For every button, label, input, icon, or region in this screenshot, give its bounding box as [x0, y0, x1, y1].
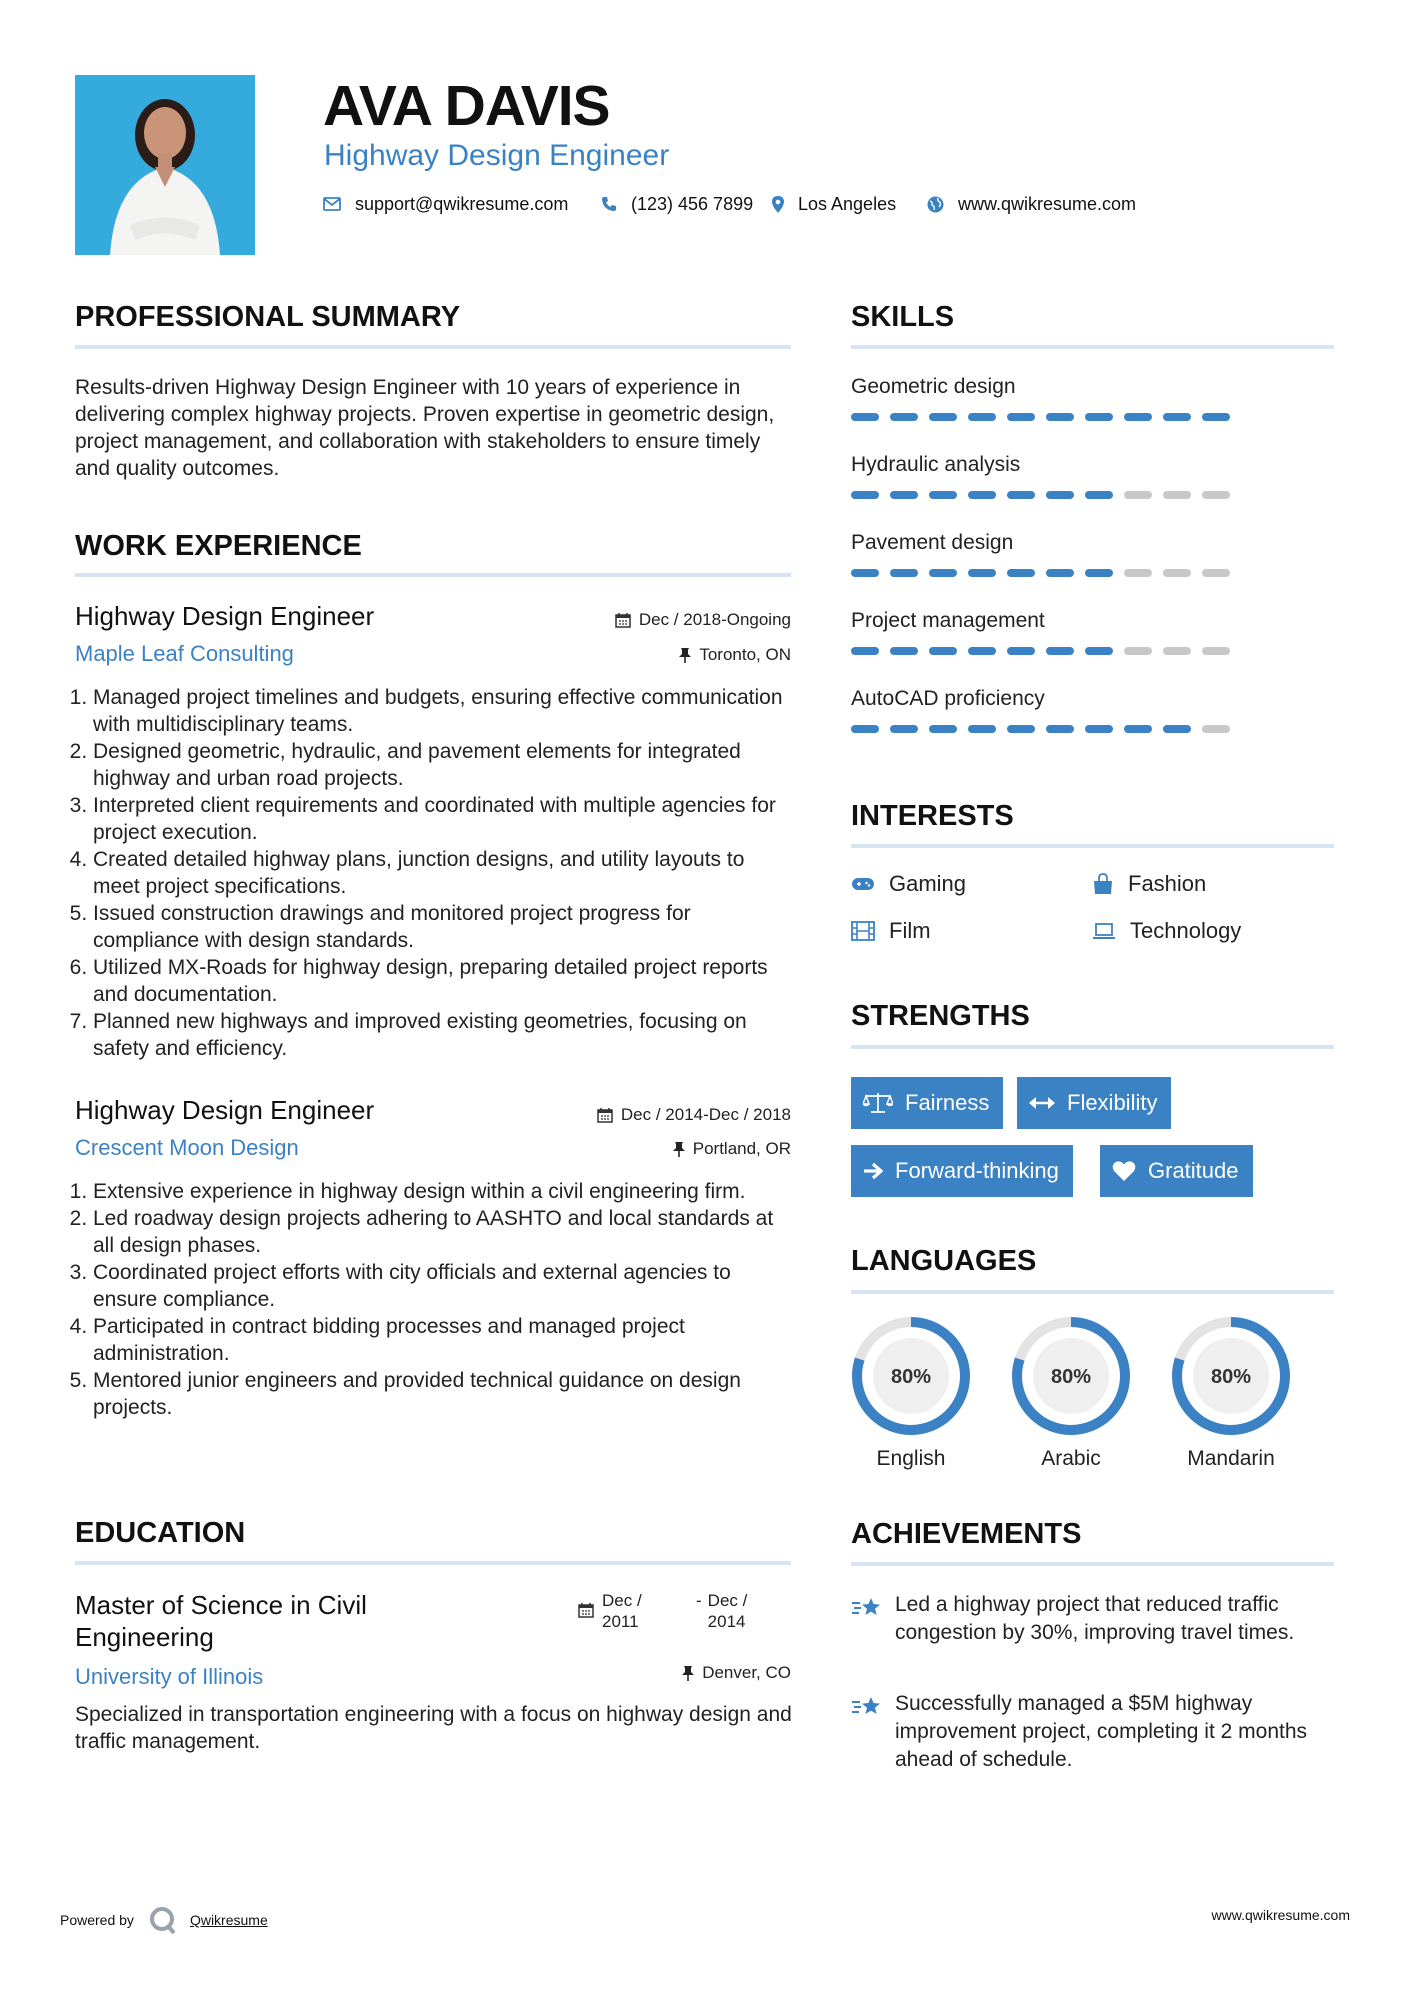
interest-gaming: Gaming: [851, 870, 966, 898]
skill-level-segment: [851, 491, 879, 499]
profile-photo: [75, 75, 255, 255]
contact-phone[interactable]: [601, 192, 753, 216]
contact-location: [772, 192, 896, 216]
languages-list: [850, 1315, 1292, 1472]
arrow-right-icon: [863, 1162, 883, 1180]
gamepad-icon: [851, 876, 875, 892]
skill-level-segment: [1046, 491, 1074, 499]
skill-name: AutoCAD proficiency: [851, 687, 1045, 710]
list-item: 4. Created detailed highway plans, junction designs, and utility layouts to meet project specifications.: [93, 846, 795, 900]
skill-level-segment: [1007, 569, 1035, 577]
interest-film: Film: [851, 917, 931, 945]
skill-name: Hydraulic analysis: [851, 453, 1021, 476]
school-name: University of Illinois: [75, 1664, 264, 1689]
language-percent: 80%: [890, 1366, 932, 1388]
skill-name: Pavement design: [851, 531, 1014, 554]
balance-scale-icon: [863, 1092, 893, 1114]
skill-level-segment: [1202, 647, 1230, 655]
skill-level-segment: [1124, 569, 1152, 577]
skill-level-segment: [1202, 569, 1230, 577]
list-item: 3. Coordinated project efforts with city officials and external agencies to ensure compliance.: [93, 1259, 795, 1313]
language-name: Mandarin: [1187, 1447, 1275, 1470]
arrows-horizontal-icon: [1029, 1096, 1055, 1110]
achievements-divider: [851, 1562, 1334, 1566]
job-bullets: [75, 1178, 795, 1421]
interest-fashion: Fashion: [1092, 870, 1206, 898]
skill-level-segment: [1202, 725, 1230, 733]
strength-fairness: Fairness: [851, 1077, 1003, 1129]
languages-heading: LANGUAGES: [851, 1245, 1037, 1277]
job-location: Toronto, ON: [500, 644, 791, 666]
skill-name: Geometric design: [851, 375, 1016, 398]
film-icon: [851, 921, 875, 941]
degree-title: Master of Science in Civil Engineering: [75, 1590, 367, 1652]
contact-website[interactable]: [927, 192, 1136, 216]
skill-level-segment: [1124, 491, 1152, 499]
strengths-divider: [851, 1045, 1334, 1049]
list-item: 3. Interpreted client requirements and coordinated with multiple agencies for project execution.: [93, 792, 795, 846]
pushpin-icon: [673, 1141, 685, 1157]
skill-level-bar: [851, 413, 1334, 421]
skill-level-segment: [1163, 413, 1191, 421]
job-title: Highway Design Engineer: [75, 1095, 375, 1125]
language-name: English: [876, 1447, 946, 1470]
company-name: Crescent Moon Design: [75, 1135, 299, 1160]
language-ring: [850, 1315, 972, 1437]
skill-level-segment: [1085, 569, 1113, 577]
skill-level-segment: [890, 491, 918, 499]
skill-level-segment: [1007, 725, 1035, 733]
strengths-heading: STRENGTHS: [851, 1000, 1030, 1032]
list-item: 5. Mentored junior engineers and provided technical guidance on design projects.: [93, 1367, 795, 1421]
language-name: Arabic: [1041, 1447, 1101, 1470]
skill-level-segment: [1046, 569, 1074, 577]
skill-level-segment: [1202, 413, 1230, 421]
skill-row: [851, 529, 1334, 607]
calendar-icon: [578, 1602, 594, 1618]
language-ring: [1170, 1315, 1292, 1437]
education-dates: Dec / 2011 - Dec / 2014: [578, 1590, 764, 1632]
pushpin-icon: [679, 647, 691, 663]
language-percent: 80%: [1050, 1366, 1092, 1388]
skill-name: Project management: [851, 609, 1045, 632]
education-divider: [75, 1561, 791, 1565]
skill-level-bar: [851, 569, 1334, 577]
language-ring: [1010, 1315, 1132, 1437]
skill-level-segment: [1163, 569, 1191, 577]
skill-level-segment: [851, 725, 879, 733]
experience-divider: [75, 573, 791, 577]
skill-level-segment: [1007, 491, 1035, 499]
skill-level-segment: [1163, 647, 1191, 655]
experience-heading: WORK EXPERIENCE: [75, 530, 362, 562]
skill-level-segment: [1124, 725, 1152, 733]
summary-heading: PROFESSIONAL SUMMARY: [75, 301, 461, 333]
skill-level-segment: [929, 569, 957, 577]
list-item: 6. Utilized MX-Roads for highway design, preparing detailed project reports and documentation.: [93, 954, 795, 1008]
list-item: 1. Extensive experience in highway design within a civil engineering firm.: [93, 1178, 795, 1205]
calendar-icon: [597, 1107, 613, 1123]
candidate-name: AVA DAVIS: [323, 74, 610, 138]
strength-gratitude: Gratitude: [1100, 1145, 1253, 1197]
skill-level-segment: [851, 647, 879, 655]
skill-row: [851, 607, 1334, 685]
education-description: Specialized in transportation engineering with a focus on highway design and traffic management.: [75, 1703, 792, 1753]
skill-level-segment: [851, 413, 879, 421]
skill-level-segment: [1124, 413, 1152, 421]
achievements-heading: ACHIEVEMENTS: [851, 1518, 1082, 1550]
location-text: Los Angeles: [798, 194, 897, 214]
skill-level-segment: [929, 647, 957, 655]
language-item: [1170, 1315, 1292, 1472]
languages-divider: [851, 1290, 1334, 1294]
language-item: [1010, 1315, 1132, 1472]
job-date: Dec / 2018-Ongoing: [500, 609, 791, 631]
skill-level-segment: [890, 647, 918, 655]
qwikresume-link[interactable]: Qwikresume: [189, 1912, 268, 1928]
skill-level-segment: [1163, 725, 1191, 733]
skill-level-segment: [851, 569, 879, 577]
calendar-icon: [615, 612, 631, 628]
skill-level-segment: [968, 413, 996, 421]
language-percent: 80%: [1210, 1366, 1252, 1388]
company-name: Maple Leaf Consulting: [75, 641, 294, 666]
education-end-date: Dec / 2014: [707, 1591, 748, 1631]
skill-level-segment: [1085, 491, 1113, 499]
skill-level-bar: [851, 725, 1334, 733]
map-marker-icon: [772, 196, 784, 213]
interest-technology: Technology: [1092, 917, 1241, 945]
education-location: Denver, CO: [500, 1662, 791, 1684]
skill-row: [851, 451, 1334, 529]
skill-level-segment: [1007, 647, 1035, 655]
list-item: 1. Managed project timelines and budgets, ensuring effective communication with multidisciplinary teams.: [93, 684, 795, 738]
skill-level-segment: [929, 413, 957, 421]
skill-row: [851, 373, 1334, 451]
list-item: 2. Designed geometric, hydraulic, and pavement elements for integrated highway and urban road projects.: [93, 738, 795, 792]
summary-divider: [75, 345, 791, 349]
skill-level-segment: [1085, 647, 1113, 655]
skill-level-segment: [968, 569, 996, 577]
skill-level-segment: [890, 569, 918, 577]
list-item: 2. Led roadway design projects adhering to AASHTO and local standards at all design phases.: [93, 1205, 795, 1259]
achievement-item: Led a highway project that reduced traffic congestion by 30%, improving travel times.: [851, 1591, 1341, 1647]
interests-heading: INTERESTS: [851, 800, 1014, 832]
skill-level-segment: [1007, 413, 1035, 421]
summary-text: Results-driven Highway Design Engineer with 10 years of experience in delivering complex highway projects. Proven expertise in geometric design, project management, and collaboration with stakeholders to ensure timely and quality outcomes.: [75, 376, 775, 480]
skill-level-segment: [890, 413, 918, 421]
pushpin-icon: [682, 1665, 694, 1681]
heart-icon: [1112, 1160, 1136, 1182]
interests-divider: [851, 844, 1334, 848]
achievement-item: Successfully managed a $5M highway improvement project, completing it 2 months ahead of schedule.: [851, 1690, 1341, 1774]
shooting-star-icon: [851, 1595, 883, 1621]
skill-row: [851, 685, 1334, 763]
qwikresume-logo-icon: [148, 1905, 178, 1935]
candidate-role: Highway Design Engineer: [324, 139, 670, 172]
skill-level-segment: [1163, 491, 1191, 499]
strength-forward-thinking: Forward-thinking: [851, 1145, 1073, 1197]
skill-level-segment: [890, 725, 918, 733]
skills-heading: SKILLS: [851, 301, 955, 333]
education-heading: EDUCATION: [75, 1517, 246, 1549]
skill-level-segment: [1046, 647, 1074, 655]
skill-level-bar: [851, 491, 1334, 499]
strength-flexibility: Flexibility: [1017, 1077, 1171, 1129]
skill-level-segment: [1046, 725, 1074, 733]
skill-level-segment: [1124, 647, 1152, 655]
skill-level-segment: [968, 491, 996, 499]
list-item: 4. Participated in contract bidding processes and managed project administration.: [93, 1313, 795, 1367]
list-item: 5. Issued construction drawings and monitored project progress for compliance with design standards.: [93, 900, 795, 954]
skills-list: [851, 373, 1334, 763]
skill-level-segment: [929, 491, 957, 499]
skill-level-segment: [929, 725, 957, 733]
skill-level-segment: [1085, 413, 1113, 421]
skill-level-bar: [851, 647, 1334, 655]
job-date: Dec / 2014-Dec / 2018: [480, 1104, 791, 1126]
skill-level-segment: [1046, 413, 1074, 421]
footer-powered-by: Powered by Qwikresume: [60, 1905, 268, 1935]
globe-icon: [927, 196, 944, 213]
envelope-icon: [323, 197, 341, 211]
skill-level-segment: [968, 725, 996, 733]
skill-level-segment: [1202, 491, 1230, 499]
education-start-date: Dec / 2011: [602, 1591, 642, 1631]
job-location: Portland, OR: [500, 1138, 791, 1160]
job-title: Highway Design Engineer: [75, 601, 375, 631]
footer-url[interactable]: www.qwikresume.com: [1211, 1907, 1350, 1923]
job-bullets: [75, 684, 795, 1062]
language-item: [850, 1315, 972, 1472]
skills-divider: [851, 345, 1334, 349]
laptop-icon: [1092, 922, 1116, 940]
list-item: 7. Planned new highways and improved existing geometries, focusing on safety and efficiency.: [93, 1008, 795, 1062]
phone-text: (123) 456 7899: [631, 194, 754, 214]
skill-level-segment: [968, 647, 996, 655]
website-text: www.qwikresume.com: [958, 194, 1137, 214]
shooting-star-icon: [851, 1694, 883, 1720]
email-text: support@qwikresume.com: [355, 194, 569, 214]
skill-level-segment: [1085, 725, 1113, 733]
shopping-bag-icon: [1092, 873, 1114, 895]
contact-email[interactable]: [323, 192, 568, 216]
phone-icon: [601, 196, 617, 212]
